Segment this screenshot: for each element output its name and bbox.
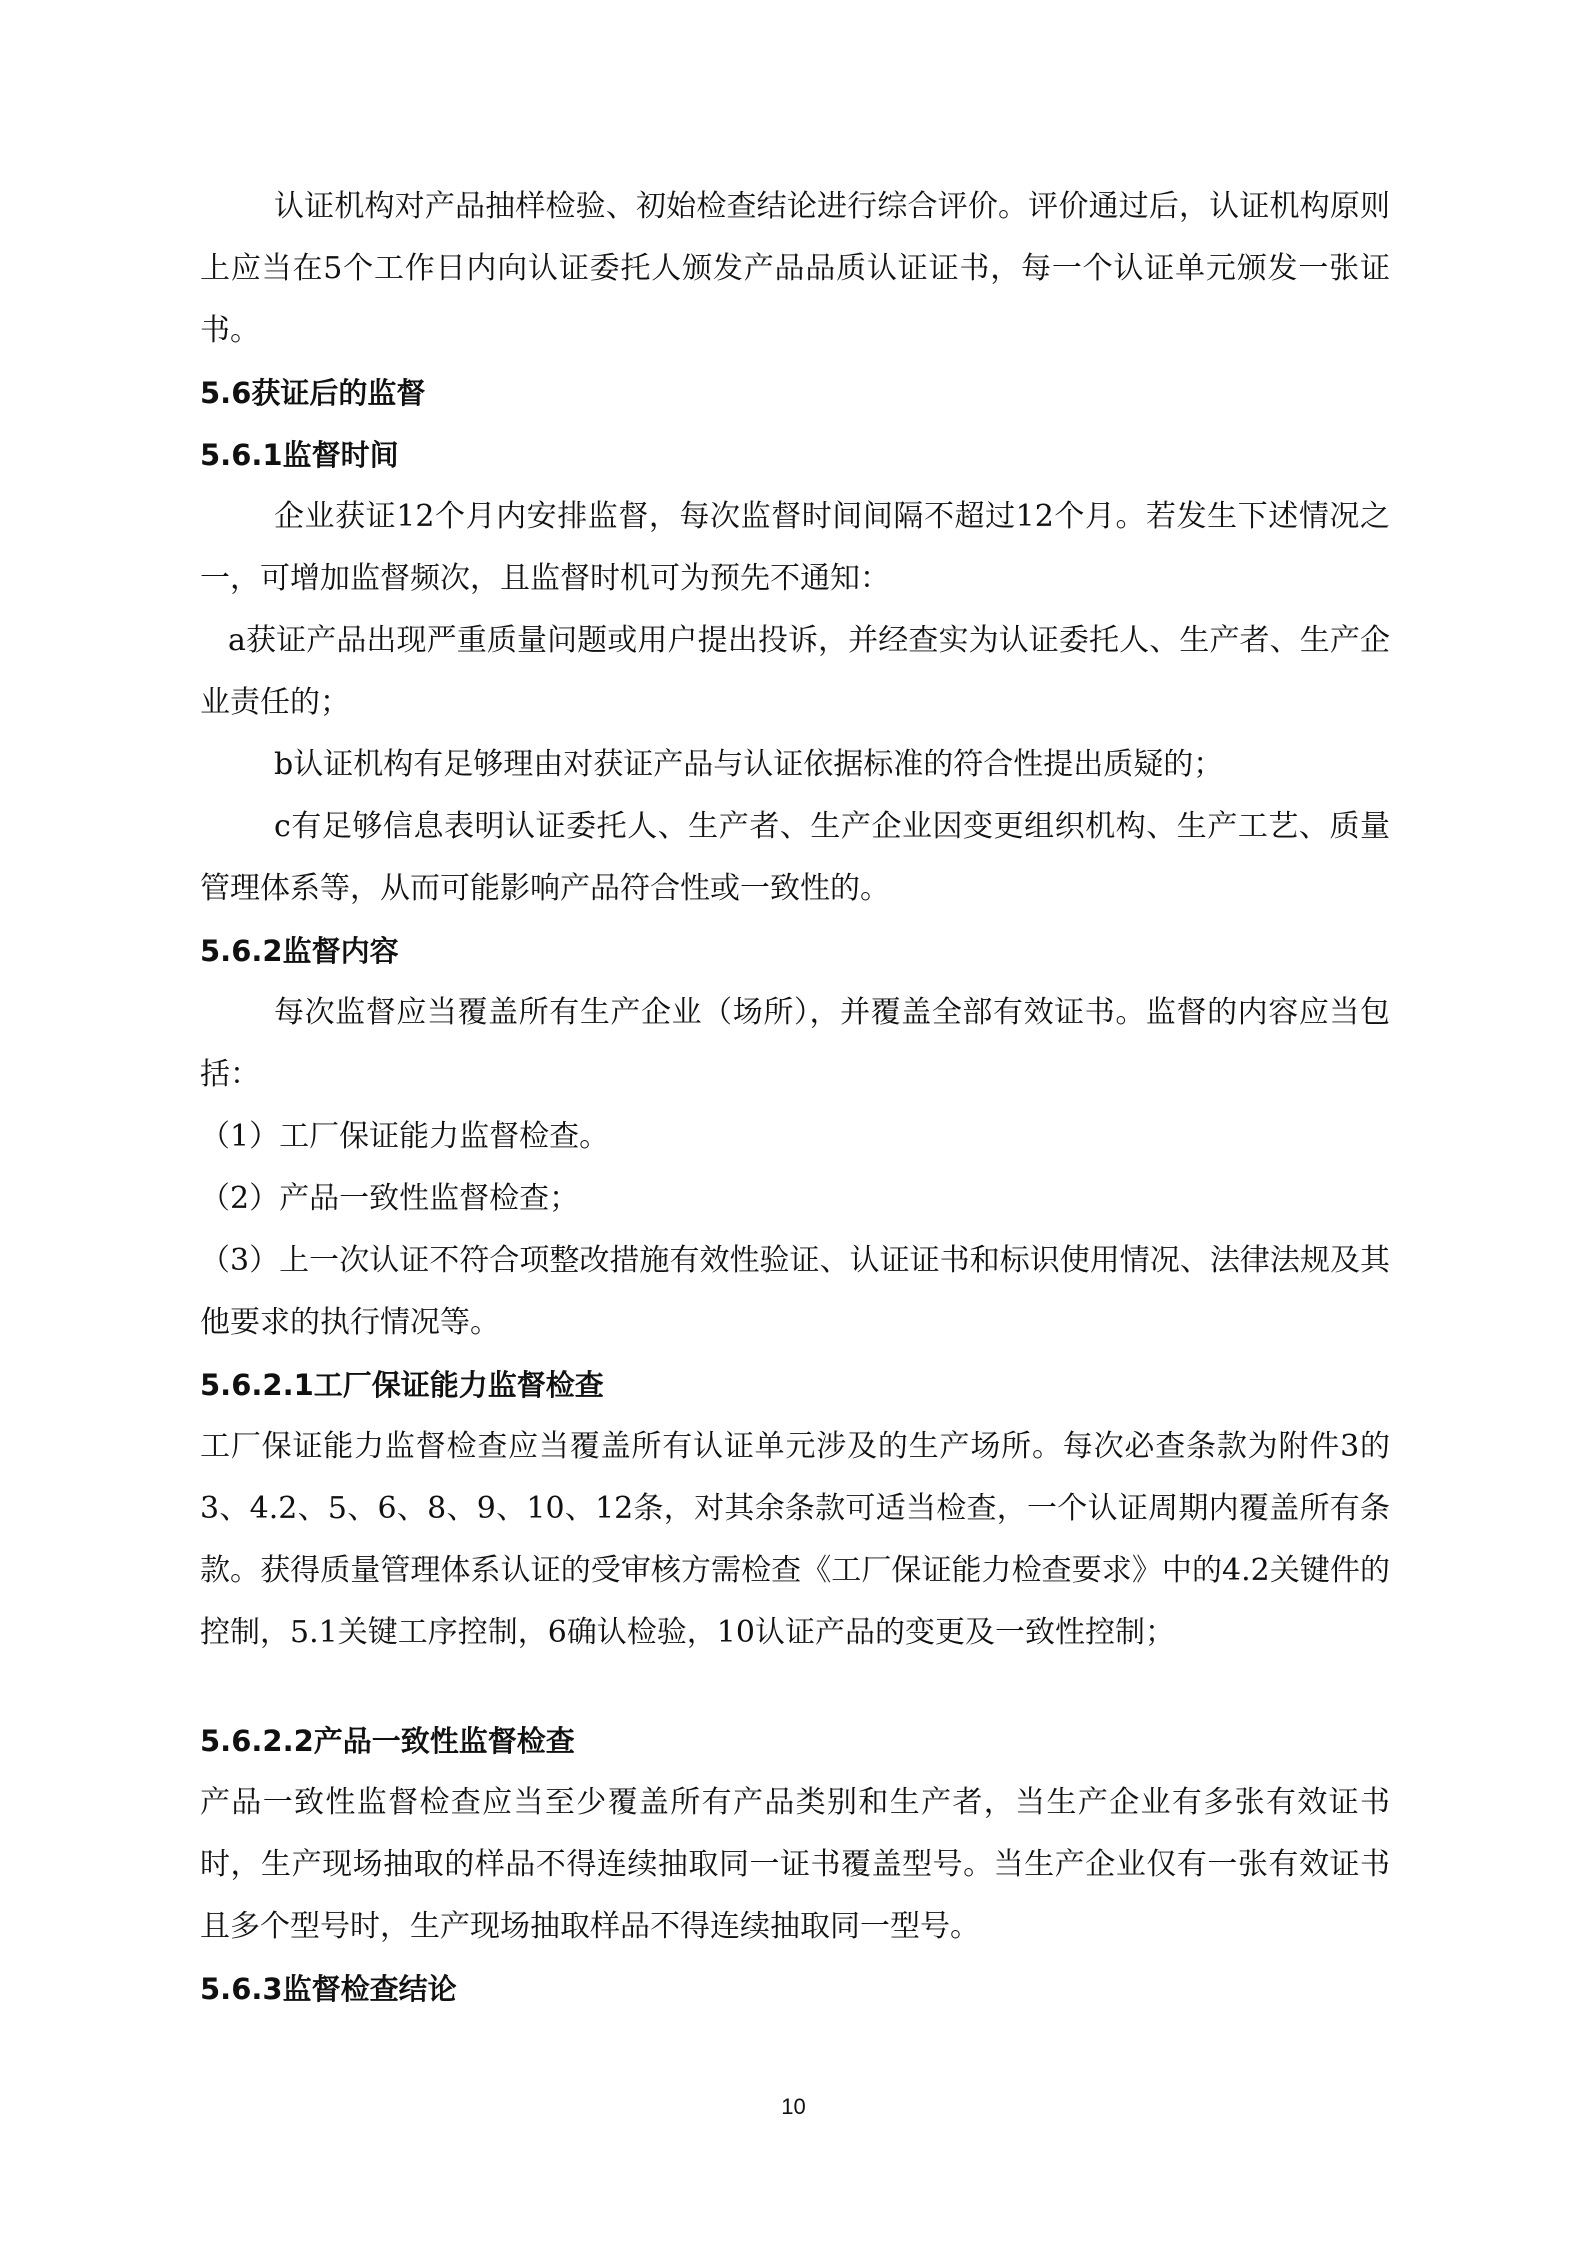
paragraph-supervision-time: 企业获证12个月内安排监督，每次监督时间间隔不超过12个月。若发生下述情况之一，可增加监督频次，且监督时机可为预先不通知： [200, 499, 1390, 596]
paragraph-supervision-content: 每次监督应当覆盖所有生产企业（场所），并覆盖全部有效证书。监督的内容应当包括： [200, 995, 1390, 1092]
heading-5-6-3: 5.6.3监督检查结论 [200, 1972, 457, 2006]
paragraph-certificate-issuance: 认证机构对产品抽样检验、初始检查结论进行综合评价。评价通过后，认证机构原则上应当在5个工作日内向认证委托人颁发产品品质认证证书，每一个认证单元颁发一张证书。 [200, 189, 1390, 348]
list-item-c: c有足够信息表明认证委托人、生产者、生产企业因变更组织机构、生产工艺、质量管理体系等，从而可能影响产品符合性或一致性的。 [200, 809, 1390, 906]
list-item-1: （1）工厂保证能力监督检查。 [200, 1119, 610, 1154]
document-page [200, 176, 1390, 2020]
list-item-b: b认证机构有足够理由对获证产品与认证依据标准的符合性提出质疑的； [274, 747, 1224, 782]
paragraph-factory-inspection: 工厂保证能力监督检查应当覆盖所有认证单元涉及的生产场所。每次必查条款为附件3的3、4.2、5、6、8、9、10、12条，对其余条款可适当检查，一个认证周期内覆盖所有条款。获得质量管理体系认证的受审核方需检查《工厂保证能力检查要求》中的4.2关键件的控制，5.1关键工序控制，6确认检验，10认证产品的变更及一致性控制； [200, 1429, 1390, 1650]
list-item-2: （2）产品一致性监督检查； [200, 1181, 580, 1216]
heading-5-6-2: 5.6.2监督内容 [200, 934, 399, 968]
page-number: 10 [781, 2094, 806, 2119]
heading-5-6-1: 5.6.1监督时间 [200, 438, 399, 472]
heading-5-6-2-2: 5.6.2.2产品一致性监督检查 [200, 1724, 575, 1758]
list-item-a: a获证产品出现严重质量问题或用户提出投诉，并经查实为认证委托人、生产者、生产企业责任的； [200, 623, 1390, 720]
paragraph-product-consistency: 产品一致性监督检查应当至少覆盖所有产品类别和生产者，当生产企业有多张有效证书时，生产现场抽取的样品不得连续抽取同一证书覆盖型号。当生产企业仅有一张有效证书且多个型号时，生产现场抽取样品不得连续抽取同一型号。 [200, 1785, 1390, 1944]
heading-5-6: 5.6获证后的监督 [200, 376, 426, 410]
list-item-3: （3）上一次认证不符合项整改措施有效性验证、认证证书和标识使用情况、法律法规及其他要求的执行情况等。 [200, 1243, 1390, 1340]
heading-5-6-2-1: 5.6.2.1工厂保证能力监督检查 [200, 1368, 604, 1402]
spacer [200, 1664, 1390, 1710]
